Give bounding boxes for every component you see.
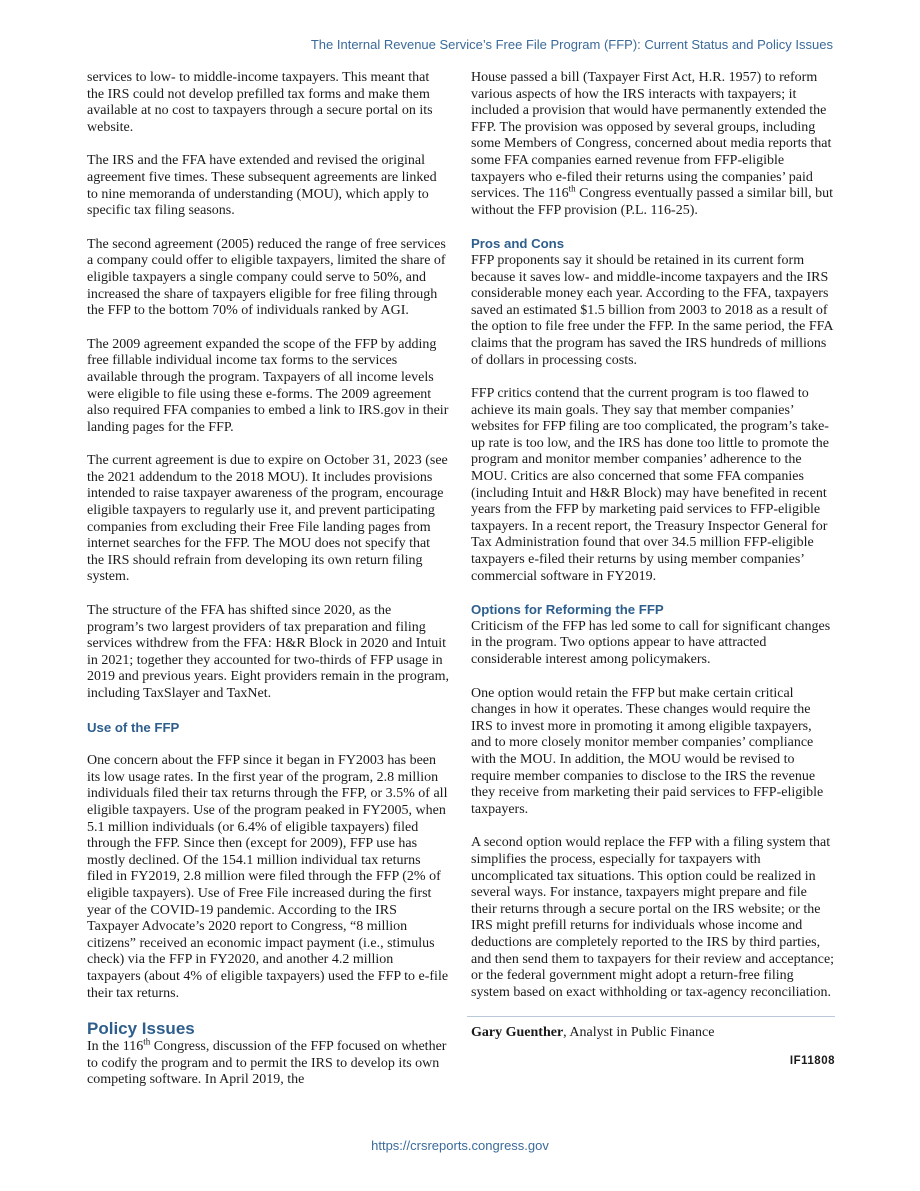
- paragraph: The IRS and the FFA have extended and revised the original agreement five times. These subsequent agreements are linked to nine memoranda of understanding (MOU), which apply to specific tax filing seasons.: [87, 153, 437, 219]
- paragraph: A second option would replace the FFP with a filing system that simplifies the process, especially for taxpayers with uncomplicated tax situations. This option could be realized in several ways. For instance, taxpayers might prepare and file their returns through a secure portal on the IRS website; or the IRS might prefill returns for individuals whose income and deductions are completely reported to the IRS by third parties, and then send them to taxpayers for their review and acceptance; or the federal government might adopt a return-free filing system based on exact withholding or tax-agency reconciliation.: [471, 835, 835, 1000]
- document-id: IF11808: [789, 1054, 835, 1067]
- options-heading: Options for Reforming the FFP: [471, 602, 664, 618]
- paragraph: One concern about the FFP since it began in FY2003 has been its low usage rates. In the first year of the program, 2.8 million individuals filed their tax returns through the FFP, or 3.5% of all eligible taxpayers. Use of the program peaked in FY2005, when 5.1 million individuals (or 6.4% of eligible taxpayers) filed through the FFP. Since then (except for 2009), FFP use has mostly declined. Of the 154.1 million individual tax returns filed in FY2019, 2.8 million were filed through the FFP (2% of eligible taxpayers). Use of Free File increased during the first year of the COVID-19 pandemic. According to the IRS Taxpayer Advocate’s 2020 report to Congress, “8 million citizens” received an economic impact payment (i.e., stimulus check) via the FFP in FY2020, and another 4.2 million taxpayers (about 4% of eligible taxpayers) used the FFP to e-file their tax returns.: [87, 753, 449, 1001]
- paragraph: Criticism of the FFP has led some to call for significant changes in the program. Two options appear to have attracted considerable interest among policymakers.: [471, 618, 831, 667]
- right-column: [471, 70, 835, 1067]
- paragraph: The 2009 agreement expanded the scope of the FFP by adding free fillable individual income tax forms to the services available through the program. Taxpayers of all income levels were eligible to file using these e-forms. The 2009 agreement also required FFA companies to embed a link to IRS.gov in their landing pages for the FFP.: [87, 336, 449, 435]
- text-run: House passed a bill (Taxpayer First Act, H.R. 1957) to reform various aspects of how the IRS interacts with taxpayers; it included a provision that would have permanently extended the FFP. The provision was opposed by several groups, including some Members of Congress, concerned about media reports that some FFA companies earned revenue from FFP-eligible taxpayers who e-filed their returns using the companies’ paid services. The 116: [471, 70, 832, 202]
- superscript: th: [568, 183, 576, 194]
- paragraph: The structure of the FFA has shifted since 2020, as the program’s two largest providers of tax preparation and filing services withdrew from the FFA: H&R Block in 2020 and Intuit in 2021; together they accounted for two-thirds of FFP usage in 2019 and previous years. Eight providers remain in the program, including TaxSlayer and TaxNet.: [87, 603, 449, 701]
- paragraph: The current agreement is due to expire on October 31, 2023 (see the 2021 addendum to the 2018 MOU). It includes provisions intended to raise taxpayer awareness of the program, encourage eligible taxpayers to regularly use it, and prevent participating companies from excluding their Free File landing pages from internet searches for the FFP. The MOU does not specify that the IRS should refrain from developing its own return filing system.: [87, 453, 448, 585]
- paragraph: The second agreement (2005) reduced the range of free services a company could offer to eligible taxpayers, limited the share of eligible taxpayers a single company could serve to 50%, and increased the share of taxpayers eligible for free filing through the FFP to the bottom 70% of individuals ranked by AGI.: [87, 236, 446, 319]
- pros-and-cons-heading: Pros and Cons: [471, 236, 565, 252]
- paragraph: FFP critics contend that the current program is too flawed to achieve its main goals. They say that member companies’ websites for FFP filing are too complicated, the program’s take-up rate is too low, and the IRS has done too little to promote the program and monitor member companies’ adherence to the MOU. Critics are also concerned that some FFA companies (including Intuit and H&R Block) may have benefited in recent years from the FFP by marketing paid services to FFP-eligible taxpayers. In a recent report, the Treasury Inspector General for Tax Administration found that over 34.5 million FFP-eligible taxpayers e-filed their returns by using member companies’ commercial software in FY2019.: [471, 386, 829, 584]
- author-line: [471, 1025, 835, 1042]
- paragraph: [87, 1036, 449, 1089]
- paragraph: services to low- to middle-income taxpayers. This meant that the IRS could not develop prefilled tax forms and make them available at no cost to taxpayers through a secure portal on its website.: [87, 70, 433, 135]
- footer-url[interactable]: https://crsreports.congress.gov: [371, 1138, 549, 1153]
- divider: [467, 1016, 835, 1017]
- author-name: Gary Guenther: [471, 1025, 564, 1041]
- text-run: Congress eventually passed a similar bill, but without the FFP provision (P.L. 116-25).: [471, 186, 834, 218]
- running-header: The Internal Revenue Service’s Free File Program (FFP): Current Status and Policy Issues: [310, 37, 833, 52]
- paragraph: FFP proponents say it should be retained in its current form because it saves low- and middle-income taxpayers and the IRS considerable money each year. According to the FFA, taxpayers saved an estimated $1.5 billion from 2003 to 2018 as a result of the option to file free under the FFP. In the same period, the FFA claims that the program has saved the IRS hundreds of millions of dollars in processing costs.: [471, 252, 833, 368]
- author-title: , Analyst in Public Finance: [563, 1025, 715, 1041]
- superscript: th: [143, 1036, 151, 1047]
- left-column: [87, 70, 449, 1089]
- paragraph: One option would retain the FFP but make certain critical changes in how it operates. These changes would require the IRS to invest more in promoting it among eligible taxpayers, and to more closely monitor member companies’ compliance with the MOU. In addition, the MOU would be revised to require member companies to disclose to the IRS the revenue they receive from marketing their paid services to FFP-eligible taxpayers.: [471, 685, 824, 817]
- paragraph: [471, 70, 835, 219]
- policy-issues-heading: Policy Issues: [87, 1019, 195, 1039]
- use-of-ffp-heading: Use of the FFP: [87, 719, 180, 735]
- text-run: In the 116: [87, 1039, 144, 1055]
- text-run: Congress, discussion of the FFP focused on whether to codify the program and to permit the IRS to develop its own competing software. In April 2019, the: [87, 1039, 447, 1088]
